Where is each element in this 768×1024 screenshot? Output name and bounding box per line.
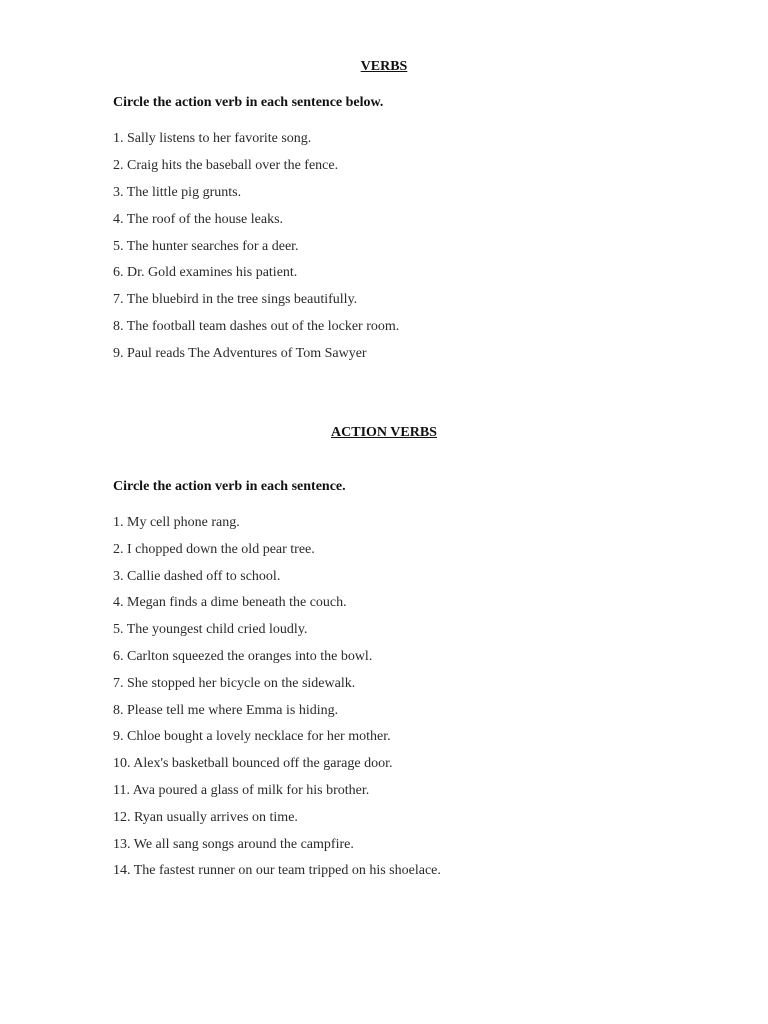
sentence-list-action-verbs [113,515,441,890]
sentence-item: 2. Craig hits the baseball over the fence. [113,157,339,173]
sentence-item: 7. She stopped her bicycle on the sidewalk. [113,675,356,691]
sentence-item: 11. Ava poured a glass of milk for his brother. [113,782,370,798]
sentence-item: 8. The football team dashes out of the locker room. [113,319,400,335]
sentence-item: 8. Please tell me where Emma is hiding. [113,702,339,718]
section-title-action-verbs: ACTION VERBS [331,425,437,440]
sentence-item: 14. The fastest runner on our team tripped on his shoelace. [113,863,441,879]
sentence-item: 3. Callie dashed off to school. [113,568,281,584]
section-instruction-action-verbs: Circle the action verb in each sentence. [113,479,346,494]
sentence-item: 6. Carlton squeezed the oranges into the bowl. [113,648,373,664]
sentence-item: 5. The hunter searches for a deer. [113,238,299,254]
sentence-item: 2. I chopped down the old pear tree. [113,541,315,557]
sentence-item: 4. The roof of the house leaks. [113,211,284,227]
sentence-item: 12. Ryan usually arrives on time. [113,809,298,825]
sentence-item: 1. My cell phone rang. [113,515,240,530]
sentence-item: 6. Dr. Gold examines his patient. [113,265,298,281]
sentence-item: 13. We all sang songs around the campfire. [113,836,354,852]
sentence-list-verbs [113,131,399,373]
sentence-item: 5. The youngest child cried loudly. [113,622,308,638]
sentence-item: 4. Megan finds a dime beneath the couch. [113,595,347,611]
sentence-item: 7. The bluebird in the tree sings beautifully. [113,292,358,308]
sentence-item: 9. Paul reads The Adventures of Tom Sawyer [113,346,367,362]
section-title-verbs: VERBS [360,59,408,74]
section-instruction-verbs: Circle the action verb in each sentence below. [113,95,384,110]
sentence-item: 10. Alex's basketball bounced off the garage door. [113,756,393,772]
sentence-item: 1. Sally listens to her favorite song. [113,131,312,146]
sentence-item: 9. Chloe bought a lovely necklace for her mother. [113,729,391,745]
sentence-item: 3. The little pig grunts. [113,184,242,200]
